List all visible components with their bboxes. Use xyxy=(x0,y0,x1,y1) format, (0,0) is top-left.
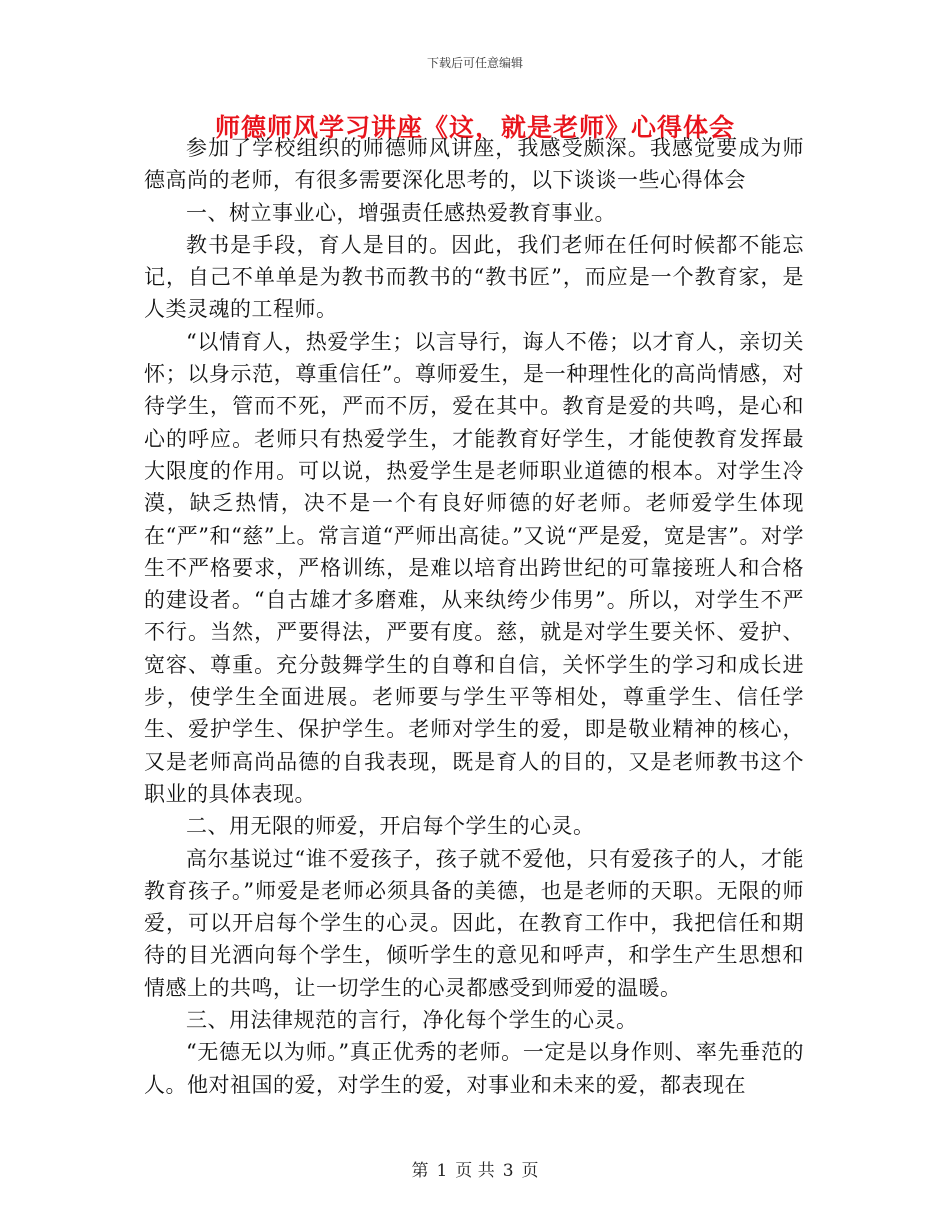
paragraph: “无德无以为师。”真正优秀的老师。一定是以身作则、率先垂范的人。他对祖国的爱，对学生的爱，对事业和未来的爱，都表现在 xyxy=(144,1040,804,1097)
footer-page-number: 1 xyxy=(436,1161,448,1181)
document-body xyxy=(144,132,804,1101)
footer-total-pages: 3 xyxy=(502,1161,514,1181)
paragraph: “以情育人，热爱学生；以言导行，诲人不倦；以才育人，亲切关怀；以身示范，尊重信任”。尊师爱生，是一种理性化的高尚情感，对待学生，管而不死，严而不厉，爱在其中。教育是爱的共鸣，是心和心的呼应。老师只有热爱学生，才能教育好学生，才能使教育发挥最大限度的作用。可以说，热爱学生是老师职业道德的根本。对学生冷漠，缺乏热情，决不是一个有良好师德的好老师。老师爱学生体现在“严”和“慈”上。常言道“严师出高徒。”又说“严是爱，宽是害”。对学生不严格要求，严格训练，是难以培育出跨世纪的可靠接班人和合格的建设者。“自古雄才多磨难，从来纨绔少伟男”。所以，对学生不严不行。当然，严要得法，严要有度。慈，就是对学生要关怀、爱护、宽容、尊重。充分鼓舞学生的自尊和自信，关怀学生的学习和成长进步，使学生全面进展。老师要与学生平等相处，尊重学生、信任学生、爱护学生、保护学生。老师对学生的爱，即是敬业精神的核心，又是老师高尚品德的自我表现，既是育人的目的，又是老师教书这个职业的具体表现。 xyxy=(144,329,804,806)
page-header-note: 下载后可任意编辑 xyxy=(426,56,523,70)
section-heading-2: 二、用无限的师爱，开启每个学生的心灵。 xyxy=(186,814,595,839)
paragraph: 高尔基说过“谁不爱孩子，孩子就不爱他，只有爱孩子的人，才能教育孩子。”师爱是老师必须具备的美德，也是老师的天职。无限的师爱，可以开启每个学生的心灵。因此，在教育工作中，我把信任和期待的目光洒向每个学生，倾听学生的意见和呼声，和学生产生思想和情感上的共鸣，让一切学生的心灵都感受到师爱的温暖。 xyxy=(144,846,804,1000)
footer-prefix: 第 xyxy=(411,1161,429,1181)
footer-middle: 页 共 xyxy=(455,1161,495,1181)
paragraph: 教书是手段，育人是目的。因此，我们老师在任何时候都不能忘记，自己不单单是为教书而教书的“教书匠”，而应是一个教育家，是人类灵魂的工程师。 xyxy=(144,232,804,322)
document-title: 师德师风学习讲座《这，就是老师》心得体会 xyxy=(214,113,735,142)
page-footer xyxy=(0,1156,950,1181)
footer-suffix: 页 xyxy=(521,1161,539,1181)
paragraph-intro: 参加了学校组织的师德师风讲座，我感受颇深。我感觉要成为师德高尚的老师，有很多需要深化思考的，以下谈谈一些心得体会 xyxy=(144,136,804,193)
section-heading-1: 一、树立事业心，增强责任感热爱教育事业。 xyxy=(186,200,616,225)
section-heading-3: 三、用法律规范的言行，净化每个学生的心灵。 xyxy=(186,1008,638,1033)
